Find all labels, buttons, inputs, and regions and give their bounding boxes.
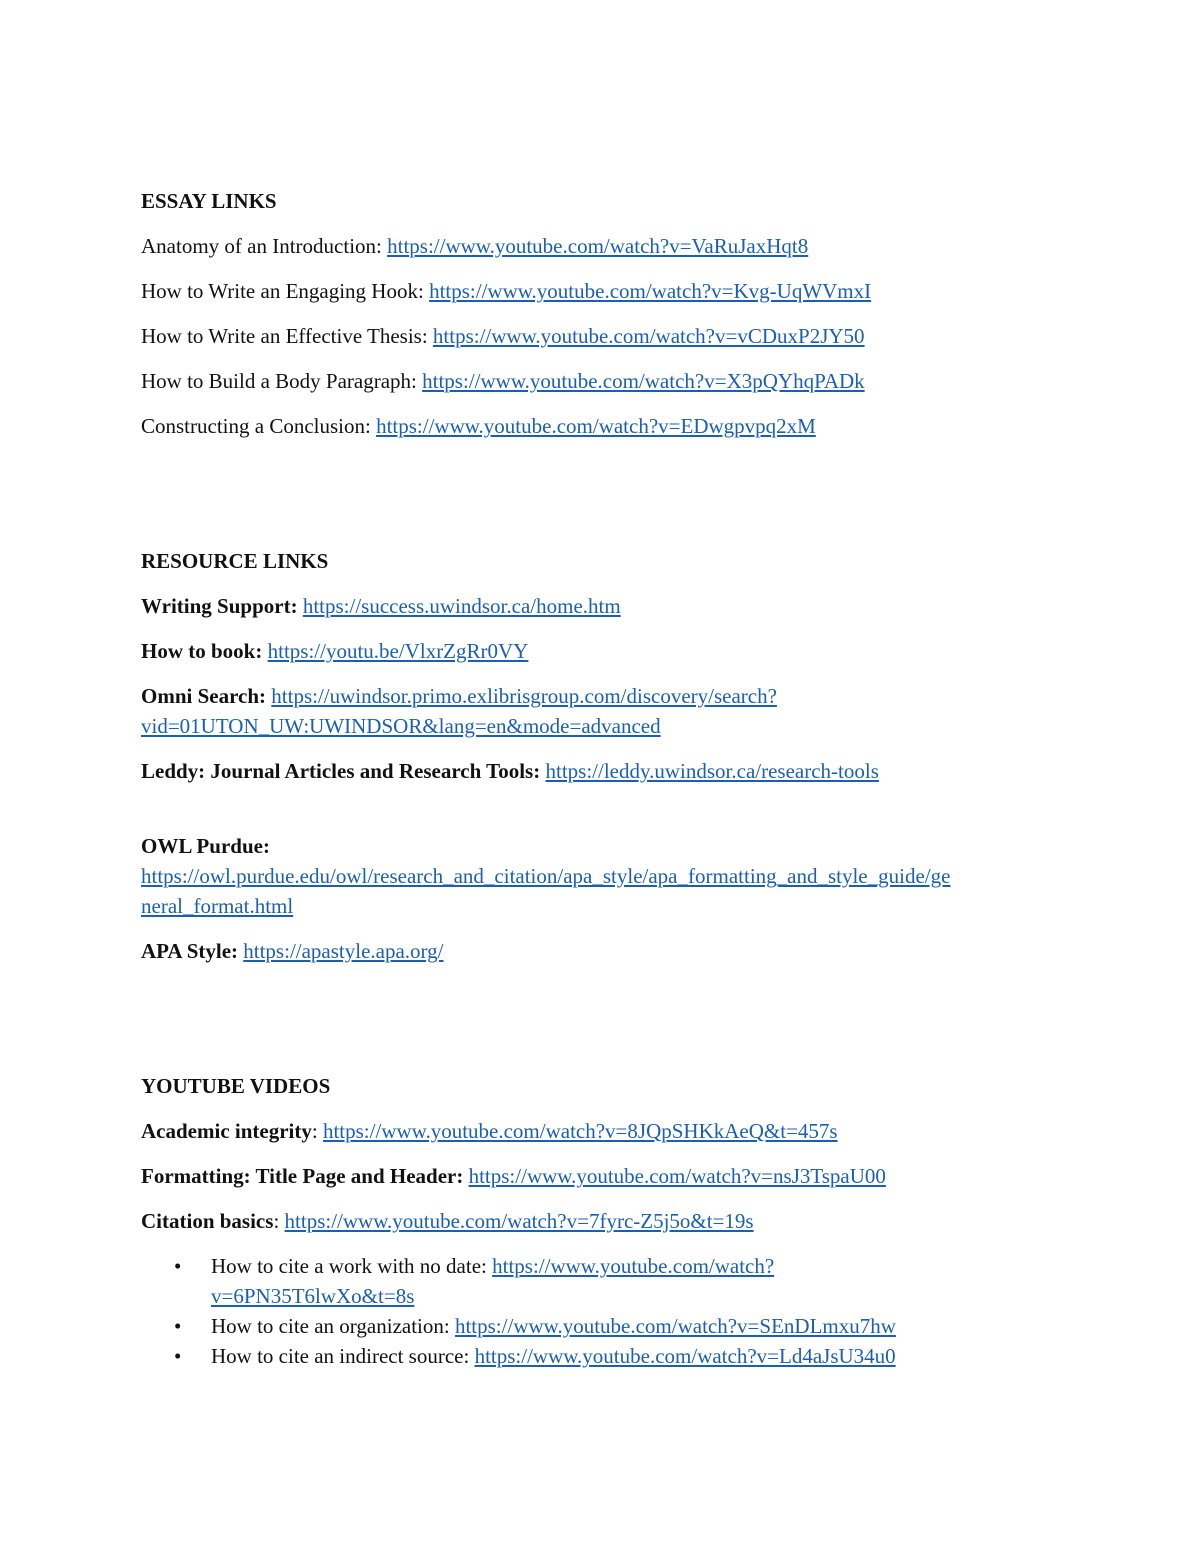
essay-links-heading: ESSAY LINKS bbox=[141, 189, 277, 213]
essay-item-label: How to Write an Engaging Hook: bbox=[141, 279, 430, 303]
resource-omni-search bbox=[141, 681, 1061, 741]
bullet-label: How to cite an indirect source: bbox=[211, 1344, 475, 1368]
essay-link-thesis[interactable]: https://www.youtube.com/watch?v=vCDuxP2JY50 bbox=[432, 324, 865, 348]
document-page bbox=[141, 186, 1061, 1371]
writing-support-link[interactable]: https://success.uwindsor.ca/home.htm bbox=[302, 594, 621, 618]
indirect-source-link[interactable]: https://www.youtube.com/watch?v=Ld4aJsU34u0 bbox=[474, 1344, 896, 1368]
essay-item-body-paragraph bbox=[141, 366, 1061, 396]
youtube-label: Formatting: Title Page and Header: bbox=[141, 1164, 464, 1188]
resource-label: Leddy: Journal Articles and Research Tools: bbox=[141, 759, 541, 783]
essay-item-label: How to Write an Effective Thesis: bbox=[141, 324, 433, 348]
essay-link-conclusion[interactable]: https://www.youtube.com/watch?v=EDwgpvpq2xM bbox=[376, 414, 816, 438]
label-separator: : bbox=[311, 1119, 323, 1143]
resource-writing-support bbox=[141, 591, 1061, 621]
omni-search-link-continued[interactable]: vid=01UTON_UW:UWINDSOR&lang=en&mode=advanced bbox=[141, 714, 661, 738]
citation-bullet-list bbox=[141, 1251, 1061, 1371]
essay-item-introduction bbox=[141, 231, 1061, 261]
leddy-link[interactable]: https://leddy.uwindsor.ca/research-tools bbox=[545, 759, 879, 783]
list-item bbox=[141, 1311, 1061, 1341]
citation-basics-link[interactable]: https://www.youtube.com/watch?v=7fyrc-Z5j5o&t=19s bbox=[284, 1209, 754, 1233]
bullet-icon: • bbox=[174, 1254, 182, 1278]
essay-item-hook bbox=[141, 276, 1061, 306]
bullet-label: How to cite an organization: bbox=[211, 1314, 455, 1338]
no-date-link[interactable]: https://www.youtube.com/watch? bbox=[492, 1254, 775, 1278]
resource-links-heading: RESOURCE LINKS bbox=[141, 549, 329, 573]
youtube-label: Citation basics bbox=[141, 1209, 274, 1233]
youtube-videos-heading: YOUTUBE VIDEOS bbox=[141, 1074, 331, 1098]
label-separator: : bbox=[273, 1209, 285, 1233]
academic-integrity-link[interactable]: https://www.youtube.com/watch?v=8JQpSHKkAeQ&t=457s bbox=[322, 1119, 838, 1143]
essay-item-label: Anatomy of an Introduction: bbox=[141, 234, 388, 258]
essay-item-conclusion bbox=[141, 411, 1061, 441]
list-item bbox=[141, 1341, 1061, 1371]
owl-purdue-link-continued[interactable]: neral_format.html bbox=[141, 894, 294, 918]
essay-item-label: How to Build a Body Paragraph: bbox=[141, 369, 423, 393]
omni-search-link[interactable]: https://uwindsor.primo.exlibrisgroup.com/discovery/search? bbox=[271, 684, 777, 708]
resource-apa-style bbox=[141, 936, 1061, 966]
essay-link-introduction[interactable]: https://www.youtube.com/watch?v=VaRuJaxHqt8 bbox=[387, 234, 809, 258]
resource-owl-purdue bbox=[141, 831, 1061, 921]
resource-label: OWL Purdue: bbox=[141, 834, 270, 858]
youtube-academic-integrity bbox=[141, 1116, 1061, 1146]
youtube-citation-basics bbox=[141, 1206, 1061, 1236]
essay-item-label: Constructing a Conclusion: bbox=[141, 414, 377, 438]
resource-how-to-book bbox=[141, 636, 1061, 666]
resource-label: How to book: bbox=[141, 639, 263, 663]
resource-leddy bbox=[141, 756, 1061, 786]
apa-style-link[interactable]: https://apastyle.apa.org/ bbox=[243, 939, 444, 963]
bullet-label: How to cite a work with no date: bbox=[211, 1254, 493, 1278]
resource-label: Omni Search: bbox=[141, 684, 267, 708]
youtube-label: Academic integrity bbox=[141, 1119, 312, 1143]
organization-link[interactable]: https://www.youtube.com/watch?v=SEnDLmxu7hw bbox=[454, 1314, 896, 1338]
no-date-link-continued[interactable]: v=6PN35T6lwXo&t=8s bbox=[211, 1284, 415, 1308]
essay-link-body-paragraph[interactable]: https://www.youtube.com/watch?v=X3pQYhqPADk bbox=[422, 369, 865, 393]
essay-link-hook[interactable]: https://www.youtube.com/watch?v=Kvg-UqWVmxI bbox=[429, 279, 872, 303]
bullet-icon: • bbox=[174, 1314, 182, 1338]
bullet-icon: • bbox=[174, 1344, 182, 1368]
owl-purdue-link[interactable]: https://owl.purdue.edu/owl/research_and_citation/apa_style/apa_formatting_and_style_guide/ge bbox=[141, 864, 951, 888]
youtube-formatting bbox=[141, 1161, 1061, 1191]
list-item bbox=[141, 1251, 1061, 1311]
resource-label: Writing Support: bbox=[141, 594, 298, 618]
how-to-book-link[interactable]: https://youtu.be/VlxrZgRr0VY bbox=[267, 639, 529, 663]
essay-item-thesis bbox=[141, 321, 1061, 351]
formatting-link[interactable]: https://www.youtube.com/watch?v=nsJ3TspaU00 bbox=[468, 1164, 886, 1188]
resource-label: APA Style: bbox=[141, 939, 239, 963]
